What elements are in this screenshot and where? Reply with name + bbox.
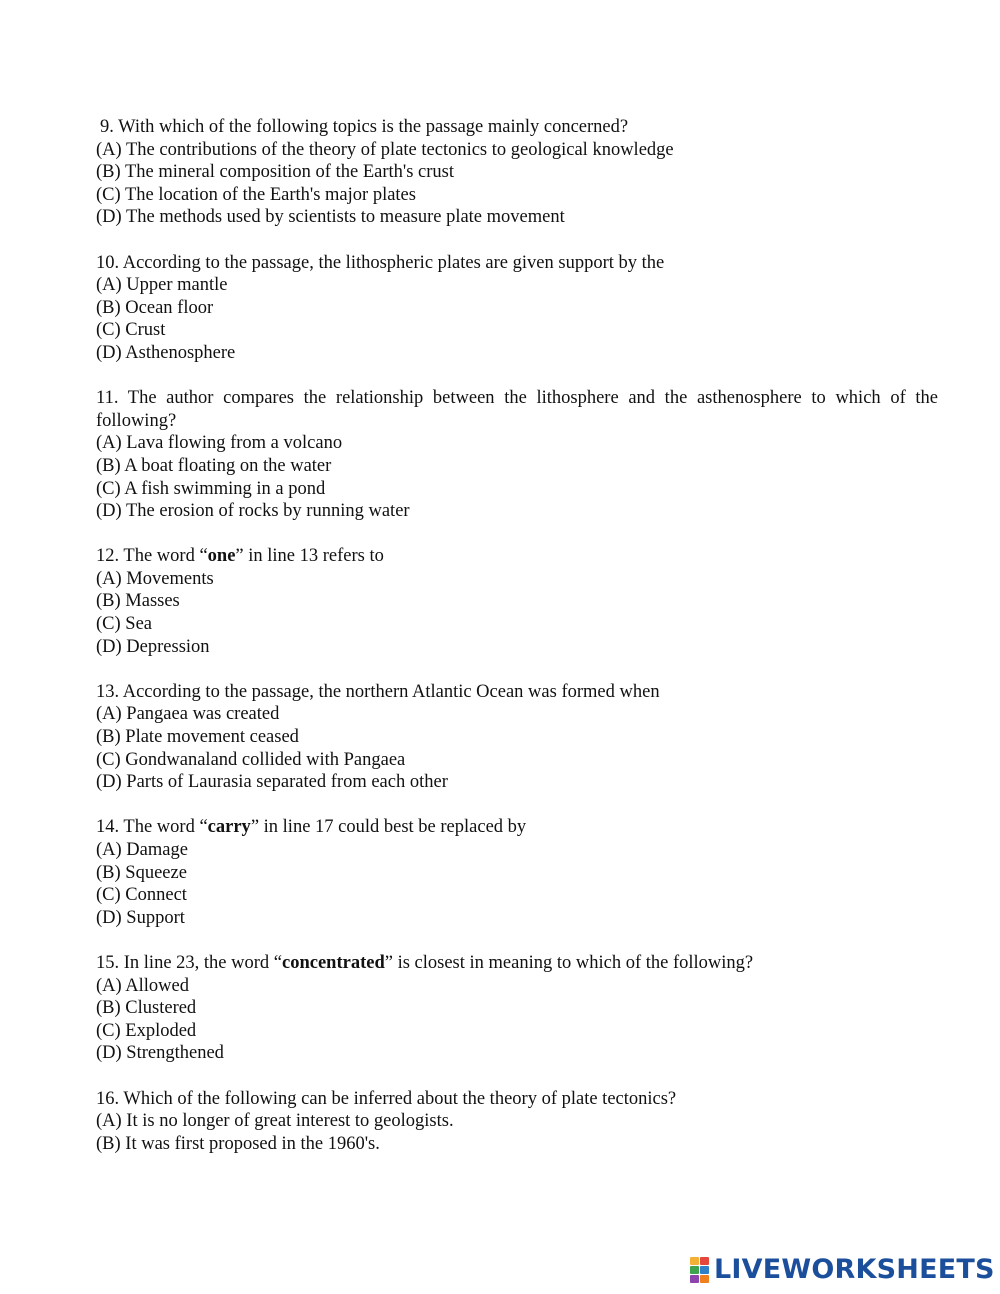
answer-option[interactable]: (C) A fish swimming in a pond	[96, 478, 326, 499]
logo-tile	[700, 1266, 709, 1274]
question-11	[96, 387, 938, 523]
answer-option[interactable]: (C) Crust	[96, 320, 166, 341]
stem-text-before: 12. The word “	[96, 546, 208, 567]
liveworksheets-logo	[690, 1255, 995, 1285]
answer-option[interactable]: (A) Movements	[96, 568, 214, 589]
question-15	[96, 952, 938, 1065]
answer-option[interactable]: (B) Squeeze	[96, 862, 187, 883]
keyword: concentrated	[282, 952, 385, 973]
keyword: one	[207, 546, 236, 567]
logo-tile	[690, 1266, 699, 1274]
answer-option[interactable]: (B) Plate movement ceased	[96, 727, 299, 748]
question-12	[96, 545, 938, 658]
answer-option[interactable]: (D) Depression	[96, 636, 210, 657]
logo-tile	[700, 1257, 709, 1265]
logo-tile	[700, 1275, 709, 1283]
stem-text-before: 14. The word “	[96, 817, 208, 838]
keyword: carry	[207, 817, 251, 838]
stem-text-after: ” in line 13 refers to	[235, 546, 384, 567]
worksheet-page	[96, 116, 938, 1178]
logo-tile	[690, 1257, 699, 1265]
answer-option[interactable]: (D) Asthenosphere	[96, 342, 236, 363]
question-stem	[96, 816, 938, 839]
question-16	[96, 1088, 938, 1156]
answer-option[interactable]: (B) Masses	[96, 591, 180, 612]
answer-option[interactable]: (D) Parts of Laurasia separated from each other	[96, 772, 448, 793]
answer-option[interactable]: (D) Strengthened	[96, 1043, 224, 1064]
answer-option[interactable]: (C) Exploded	[96, 1020, 197, 1041]
answer-option[interactable]: (B) Ocean floor	[96, 297, 214, 318]
logo-text: LIVEWORKSHEETS	[714, 1254, 995, 1285]
stem-text-after: ” is closest in meaning to which of the following?	[384, 952, 754, 973]
answer-option[interactable]: (A) Upper mantle	[96, 275, 228, 296]
answer-option[interactable]: (A) Allowed	[96, 975, 189, 996]
answer-option[interactable]: (A) Pangaea was created	[96, 704, 280, 725]
answer-option[interactable]: (B) The mineral composition of the Earth's crust	[96, 162, 455, 183]
answer-option[interactable]: (C) The location of the Earth's major plates	[96, 184, 416, 205]
answer-option[interactable]: (A) Lava flowing from a volcano	[96, 433, 343, 454]
question-stem	[96, 952, 938, 975]
stem-text-after: ” in line 17 could best be replaced by	[250, 817, 527, 838]
answer-option[interactable]: (C) Connect	[96, 885, 187, 906]
answer-option[interactable]: (C) Gondwanaland collided with Pangaea	[96, 749, 406, 770]
question-stem: 13. According to the passage, the northern Atlantic Ocean was formed when	[96, 681, 660, 702]
question-stem: 11. The author compares the relationship between the lithosphere and the asthenosphere to which of the following?	[96, 388, 938, 431]
answer-option[interactable]: (D) Support	[96, 907, 185, 928]
answer-option[interactable]: (A) Damage	[96, 840, 188, 860]
answer-option[interactable]: (B) It was first proposed in the 1960's.	[96, 1133, 380, 1154]
question-stem: 9. With which of the following topics is the passage mainly concerned?	[100, 117, 629, 137]
question-14	[96, 816, 938, 929]
answer-option[interactable]: (D) The methods used by scientists to measure plate movement	[96, 207, 565, 228]
answer-option[interactable]: (C) Sea	[96, 614, 152, 635]
question-stem: 16. Which of the following can be inferred about the theory of plate tectonics?	[96, 1088, 677, 1109]
liveworksheets-logo-icon	[690, 1257, 710, 1283]
answer-option[interactable]: (B) A boat floating on the water	[96, 455, 332, 476]
stem-text-before: 15. In line 23, the word “	[96, 952, 282, 973]
question-13	[96, 681, 938, 794]
question-stem	[96, 545, 938, 568]
question-stem: 10. According to the passage, the lithospheric plates are given support by the	[96, 252, 665, 273]
answer-option[interactable]: (A) The contributions of the theory of plate tectonics to geological knowledge	[96, 139, 674, 160]
answer-option[interactable]: (A) It is no longer of great interest to geologists.	[96, 1111, 454, 1132]
answer-option[interactable]: (D) The erosion of rocks by running water	[96, 501, 410, 522]
question-10	[96, 252, 938, 365]
answer-option[interactable]: (B) Clustered	[96, 998, 197, 1019]
question-9	[96, 116, 938, 229]
logo-tile	[690, 1275, 699, 1283]
